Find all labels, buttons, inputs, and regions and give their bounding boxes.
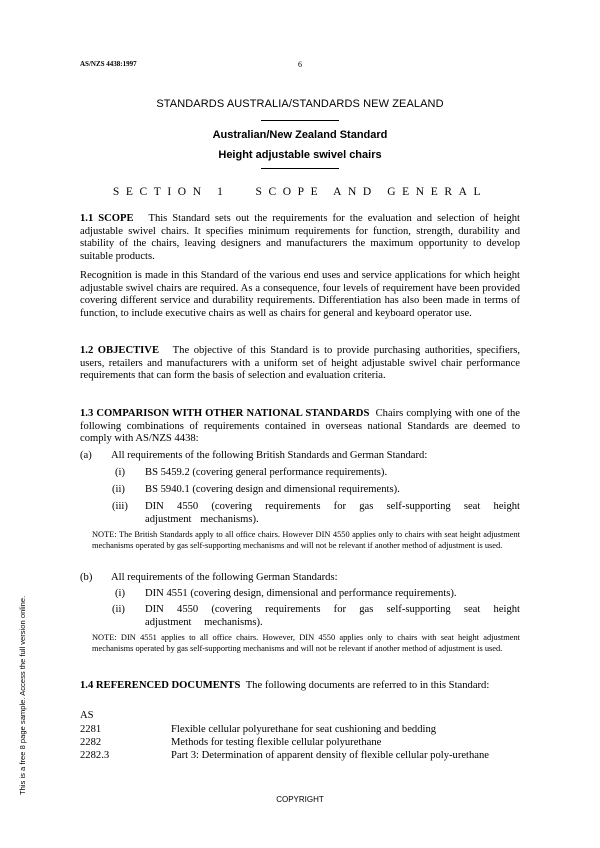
clause-paragraph	[80, 345, 520, 383]
reference-number: 2282.3	[80, 750, 110, 761]
reference-group: AS	[80, 710, 94, 721]
clause-1-1-para2	[80, 270, 520, 320]
clause-heading: 1.2 OBJECTIVE	[80, 345, 160, 356]
clause-text: Chairs complying with one of the following combinations of requirements contained in overseas national Standards are deemed to comply with AS/NZS 4438:	[80, 408, 520, 445]
divider-rule	[261, 120, 339, 121]
sublist-item: DIN 4550 (covering requirements for gas self-supporting seat height adjustment mechanisms).	[145, 604, 520, 628]
page-number: 6	[298, 60, 302, 69]
section-heading	[0, 186, 600, 198]
clause-text: The objective of this Standard is to provide purchasing authorities, specifiers, users, retailers and manufacturers with a uniform set of height adjustable swivel chair performance requirements that can form the basis of selection and evaluation criteria.	[80, 345, 520, 382]
sublist-item: DIN 4550 (covering requirements for gas self-supporting seat height adjustment mechanisms).	[145, 501, 520, 525]
note-b: NOTE: DIN 4551 applies to all office chairs. However, DIN 4550 applies only to chairs with seat height adjustment mechanisms operated by gas self-supporting mechanisms and will not be relevant if another method of adjustment is used.	[92, 633, 520, 653]
clause-heading: 1.1 SCOPE	[80, 213, 134, 224]
clause-1-2	[80, 345, 520, 383]
sublist-label: (i)	[115, 467, 125, 478]
sublist-item: DIN 4551 (covering design, dimensional and performance requirements).	[145, 588, 457, 599]
note-a: NOTE: The British Standards apply to all office chairs. However DIN 4550 applies only to chairs with seat height adjustment mechanisms operated by gas self-supporting mechanisms and will not be relevant if another method of adjustment is used.	[92, 530, 520, 550]
sublist-item: BS 5940.1 (covering design and dimensional requirements).	[145, 484, 400, 495]
list-item-b: All requirements of the following German Standards:	[111, 572, 338, 583]
section-title: SCOPE AND GENERAL	[255, 186, 488, 198]
clause-paragraph	[80, 680, 520, 693]
clause-paragraph	[80, 408, 520, 446]
standard-type: Australian/New Zealand Standard	[212, 129, 388, 141]
clause-1-1	[80, 213, 520, 263]
reference-title: Part 3: Determination of apparent density of flexible cellular poly-urethane	[171, 750, 489, 761]
list-item-a: All requirements of the following British Standards and German Standard:	[111, 450, 428, 461]
reference-title: Methods for testing flexible cellular polyurethane	[171, 737, 382, 748]
sublist-label: (iii)	[112, 501, 128, 512]
clause-1-4	[80, 680, 520, 693]
sublist-label: (ii)	[112, 604, 125, 615]
sublist-label: (ii)	[112, 484, 125, 495]
sublist-item: BS 5459.2 (covering general performance requirements).	[145, 467, 388, 478]
standard-title: Height adjustable swivel chairs	[218, 149, 382, 161]
reference-number: 2281	[80, 724, 102, 735]
clause-text: The following documents are referred to in this Standard:	[245, 680, 490, 691]
clause-text: This Standard sets out the requirements for the evaluation and selection of height adjustable swivel chairs. It specifies minimum requirements for function, strength, durability and stability of the chairs, leaving designers and manufacturers the maximum opportunity to develop suitable products.	[80, 213, 520, 262]
reference-title: Flexible cellular polyurethane for seat cushioning and bedding	[171, 724, 437, 735]
organization-title: STANDARDS AUSTRALIA/STANDARDS NEW ZEALAND	[156, 98, 444, 110]
clause-text: Recognition is made in this Standard of the various end uses and service applications for which height adjustable swivel chairs are required. As a consequence, four levels of requirement have been provided covering different service and durability requirements. Differentiation has also been made in terms of function, to include executive chairs as well as chairs for general and keyboard operator use.	[80, 270, 520, 319]
divider-rule	[261, 168, 339, 169]
clause-heading: 1.3 COMPARISON WITH OTHER NATIONAL STANDARDS	[80, 408, 370, 419]
clause-paragraph	[80, 213, 520, 263]
list-label-a: (a)	[80, 450, 92, 461]
sublist-label: (i)	[115, 588, 125, 599]
copyright-footer: COPYRIGHT	[276, 795, 324, 804]
header-doc-id: AS/NZS 4438:1997	[80, 60, 137, 68]
clause-1-3	[80, 408, 520, 446]
section-number: SECTION 1	[112, 186, 230, 198]
sample-side-note: This is a free 8 page sample. Access the full version online.	[18, 595, 27, 795]
reference-number: 2282	[80, 737, 102, 748]
list-label-b: (b)	[80, 572, 93, 583]
clause-heading: 1.4 REFERENCED DOCUMENTS	[80, 680, 241, 691]
